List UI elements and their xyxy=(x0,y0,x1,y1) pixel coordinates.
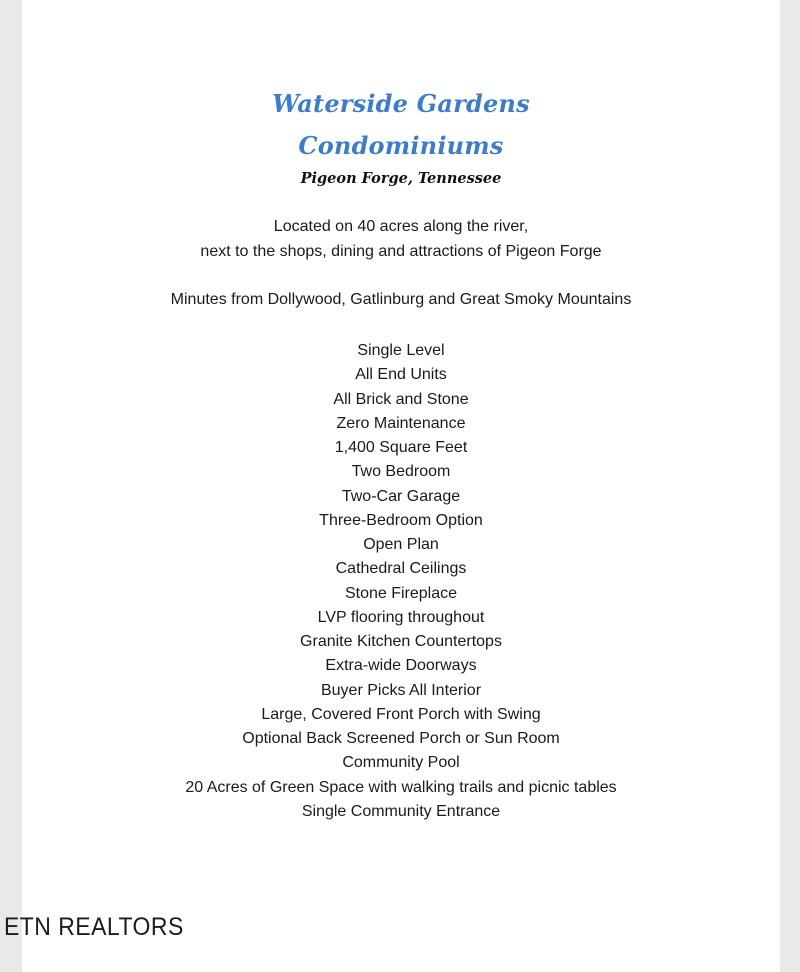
feature-item: Cathedral Ceilings xyxy=(335,560,467,578)
feature-item: Buyer Picks All Interior xyxy=(320,681,482,699)
intro-line-1: Located on 40 acres along the river, xyxy=(273,218,529,235)
title-line-1: Waterside Gardens xyxy=(272,89,530,118)
feature-item: Stone Fireplace xyxy=(344,584,458,602)
feature-item: Granite Kitchen Countertops xyxy=(300,633,502,650)
feature-item: Two Bedroom xyxy=(351,463,451,481)
feature-item: Large, Covered Front Porch with Swing xyxy=(261,705,541,723)
intro-line-3: Minutes from Dollywood, Gatlinburg and Great Smoky Mountains xyxy=(170,291,632,308)
feature-item: Community Pool xyxy=(342,754,460,772)
location-subtitle: Pigeon Forge, Tennessee xyxy=(300,170,502,187)
feature-item: Optional Back Screened Porch or Sun Room xyxy=(242,730,560,747)
feature-item: All End Units xyxy=(355,366,447,384)
feature-item: Extra-wide Doorways xyxy=(325,657,477,675)
feature-item: Open Plan xyxy=(363,536,439,553)
features-list xyxy=(22,339,780,824)
feature-item: Two-Car Garage xyxy=(341,487,461,505)
feature-item: Three-Bedroom Option xyxy=(319,511,483,529)
feature-item: Single Community Entrance xyxy=(301,802,501,820)
realtor-watermark: ETN REALTORS xyxy=(4,913,184,941)
feature-item: Zero Maintenance xyxy=(336,414,466,432)
feature-item: 1,400 Square Feet xyxy=(334,439,468,456)
feature-item: LVP flooring throughout xyxy=(317,608,485,626)
feature-item: 20 Acres of Green Space with walking trails and picnic tables xyxy=(185,778,617,796)
title-line-2: Condominiums xyxy=(298,131,504,160)
feature-item: All Brick and Stone xyxy=(333,390,469,408)
intro-line-2: next to the shops, dining and attractions of Pigeon Forge xyxy=(200,243,602,260)
flyer-page xyxy=(22,0,780,972)
feature-item: Single Level xyxy=(357,342,445,359)
